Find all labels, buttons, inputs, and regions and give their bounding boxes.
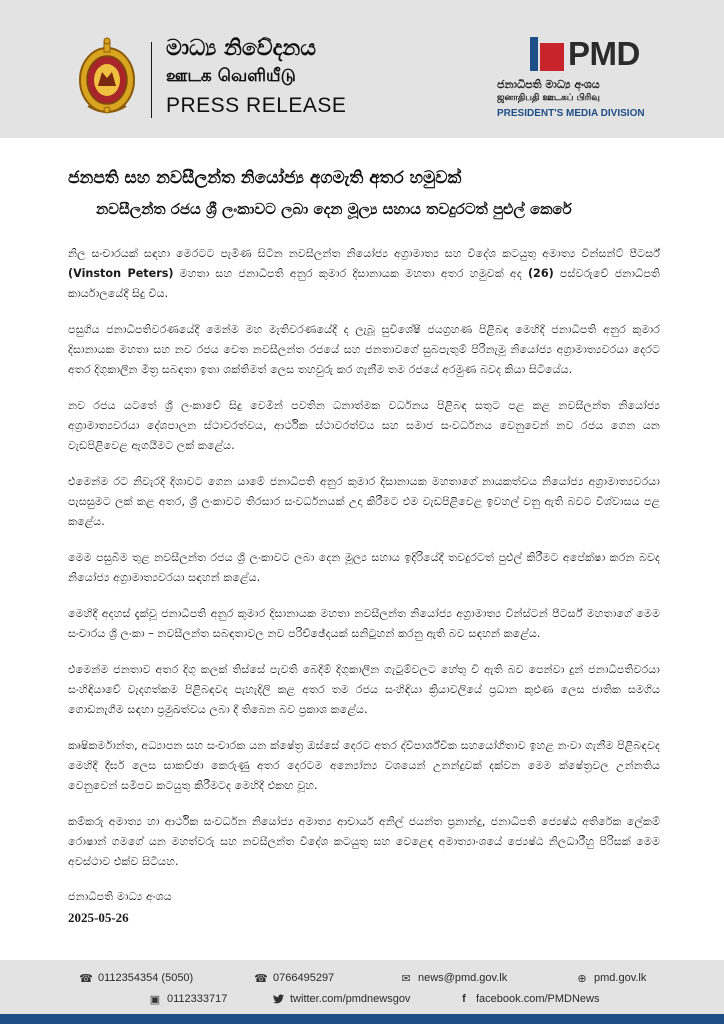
paragraph: නව රජය යටතේ ශ්‍රී ලංකාවේ සිදු වෙමින් පවතින ධනාත්මක වර්ධනය පිළිබඳ සතුට පළ කළ නවසීලන්ත නියෝජ්‍ය අග්‍රාමාත්‍යවරයා දේශපාලන ස්ථාවරත්වය, ආර්ථික ස්ථාවරත්වය සහ සමාජ සංවර්ධනය වෙනුවෙන් නව රජය ගෙන යන වැඩපිළිවෙළ ඇගයීමට ලක් කළේය. — [68, 399, 660, 452]
date-number: (26) — [527, 267, 554, 280]
phone-1-text: 0112354354 (5050) — [98, 972, 194, 984]
footer-email[interactable] — [400, 972, 507, 984]
globe-icon: ⊕ — [577, 972, 587, 985]
facebook-icon: f — [462, 993, 466, 1005]
subheadline: නවසීලන්ත රජය ශ්‍රී ලංකාවට ලබා දෙන මූල්‍ය සහාය තවදුරටත් පුළුල් කෙරේ — [96, 200, 572, 218]
press-release-body — [68, 244, 660, 926]
paragraph: එමෙන්ම රට නිවැරදි දිශාවට ගෙන යාමේ ජනාධිපති අනුර කුමාර දිසානායක මහතාගේ නායකත්වය නියෝජ්‍ය අග්‍රාමාත්‍යවරයා පැසසුමට ලක් කළ අතර, ශ්‍රී ලංකාවට තිරසාර සංවර්ධනයක් උදා කිරීමට එම වැඩපිළිවෙළ ඉවහල් වනු ඇති බවට විශ්වාසය පළ කළේය. — [68, 475, 660, 528]
twitter-text[interactable]: twitter.com/pmdnewsgov — [290, 993, 411, 1005]
fax-icon: ▣ — [149, 993, 161, 1006]
envelope-icon: ✉ — [401, 972, 411, 985]
paragraph: කෘෂිකර්මාන්ත, අධ්‍යාපන සහ සංචාරක යන ක්ෂේත්‍ර ඔස්සේ දෙරට අතර ද්විපාර්ශ්වික සහයෝගීතාව ඉහළ නංවා ගැනීම පිළිබඳවද මෙහිදී දීර්ඝ ලෙස සාකච්ඡා කෙරුණු අතර දෙරටම අන්‍යෝන්‍ය වශයෙන් උනන්දුවක් දක්වන මෙම ක්ෂේත්‍රවල උන්නතිය වෙනුවෙන් සමීපව කටයුතු කිරීමටද මෙහිදී එකඟ වූහ. — [68, 739, 660, 792]
pmd-name-sinhala: ජනාධිපති මාධ්‍ය අංශය — [497, 78, 600, 91]
footer-phone-2 — [255, 972, 334, 984]
paragraph: මෙහිදී අදහස් දැක්වූ ජනාධිපති අනුර කුමාර දිසානායක මහතා නවසීලන්ත නියෝජ්‍ය අග්‍රාමාත්‍ය වින්ස්ටන් පීටර්ස් මහතාගේ මෙම සංචාරය ශ්‍රී ලංකා – නවසීලන්ත සබඳතාවල නව පරිච්ඡේදයක් සනිටුහන් කරනු ඇති බව සඳහන් කළේය. — [68, 607, 660, 640]
fax-text: 0112333717 — [167, 993, 228, 1005]
website-text[interactable]: pmd.gov.lk — [594, 972, 647, 984]
paragraph-text: නිල සංචාරයක් සඳහා මෙරටට පැමිණ සිටින නවසීලන්ත නියෝජ්‍ය අග්‍රාමාත්‍ය සහ විදේශ කටයුතු අමාත්‍ය වින්සන්ට් පීටර්ස් — [68, 247, 660, 260]
paragraph: මෙම පසුබිම තුළ නවසීලන්ත රජය ශ්‍රී ලංකාවට ලබා දෙන මූල්‍ය සහාය ඉදිරියේදී තවදුරටත් පුළුල් කිරීමට අපේක්ෂා කරන බවද නියෝජ්‍ය අග්‍රාමාත්‍යවරයා සඳහන් කළේය. — [68, 551, 660, 584]
footer-stripe — [0, 1014, 724, 1024]
paragraph — [68, 244, 660, 304]
press-release-title-english: PRESS RELEASE — [166, 94, 347, 117]
footer-website[interactable] — [576, 972, 646, 984]
contact-footer — [0, 960, 724, 1014]
header-divider — [151, 42, 152, 118]
pmd-logo-red-block — [540, 43, 564, 71]
footer-phone-1 — [80, 972, 193, 984]
phone-2-text: 0766495297 — [273, 972, 335, 984]
phone-icon: ☎ — [79, 972, 93, 985]
pmd-logo — [530, 37, 660, 71]
pmd-name-english: PRESIDENT'S MEDIA DIVISION — [497, 108, 645, 119]
name-in-english: (Vinston Peters) — [68, 267, 174, 280]
press-release-title-sinhala: මාධ්‍ය නිවේදනය — [166, 36, 317, 61]
paragraph-text: පස්වරුවේ ජනාධිපති කාර්යාලයේදී සිදු විය. — [68, 267, 660, 300]
twitter-icon — [272, 993, 284, 1005]
pmd-logo-blue-bar — [530, 37, 538, 71]
footer-fax — [149, 993, 227, 1005]
headline: ජනපති සහ නවසීලන්ත නියෝජ්‍ය අගමැති අතර හමුවක් — [68, 168, 462, 188]
paragraph-text: මහතා සහ ජනාධිපති අනුර කුමාර දිසානායක මහතා අතර හමුවක් අද — [173, 267, 528, 280]
signoff: ජනාධිපති මාධ්‍ය අංශය — [68, 890, 172, 903]
paragraph: පසුගිය ජනාධිපතිවරණයේදී මෙන්ම මහ මැතිවරණයේදී ද ලැබූ සුවිශේෂී ජයග්‍රහණ පිළිබඳ මෙහිදී ජනාධිපති අනුර කුමාර දිසානායක මහතා සහ නව රජය වෙත නවසීලන්ත රජයේ සහ ජනතාවගේ සුබපැතුම් පිරිනැමූ නියෝජ්‍ය අග්‍රාමාත්‍යවරයා දෙරට අතර දිගුකාලීන මිත්‍ර සබඳතා ඉතා ශක්තිමත් ලෙස තහවුරු කර ගැනීම තම රජයේ අරමුණ බවද කියා සිටියේය. — [68, 323, 660, 376]
footer-facebook[interactable] — [458, 993, 600, 1005]
paragraph: එමෙන්ම ජනතාව අතර දිගු කලක් තිස්සේ පැවති බෙදීම් දිගුකාලීන ගැටුම්වලට හේතු වී ඇති බව පෙන්වා දුන් ජනාධිපතිවරයා සංහිඳියාවේ වැදගත්කම පිළිබඳවද පැහැදිලි කළ අතර තම රජය සංහිඳියා ක්‍රියාවලියේ ප්‍රධාන කුළුණ ලෙස ජාතික සමගිය ගොඩනැගීම සඳහා ප්‍රමුඛත්වය ලබා දී තිබෙන බව ප්‍රකාශ කළේය. — [68, 663, 660, 716]
email-text[interactable]: news@pmd.gov.lk — [418, 972, 508, 984]
footer-twitter[interactable] — [272, 993, 410, 1005]
press-release-title-tamil: ஊடக வெளியீடு — [166, 66, 296, 86]
facebook-text[interactable]: facebook.com/PMDNews — [476, 993, 600, 1005]
letterhead — [0, 0, 724, 138]
pmd-logo-text: PMD — [568, 35, 640, 72]
phone-icon: ☎ — [254, 972, 268, 985]
pmd-name-tamil: ஜனாதிபதி ஊடகப் பிரிவு — [497, 93, 600, 103]
paragraph: කම්කරු අමාත්‍ය හා ආර්ථික සංවර්ධන නියෝජ්‍ය අමාත්‍ය ආචාර්ය අනිල් ජයන්ත ප්‍රනාන්දු, ජනාධිපති ජ්‍යෙෂ්ඨ අතිරේක ලේකම් රොෂාන් ගමගේ යන මහත්වරු සහ නවසීලන්ත විදේශ කටයුතු සහ වෙළෙඳ අමාත්‍යාංශයේ ජ්‍යෙෂ්ඨ නිලධාරීහු පිරිසක් මෙම අවස්ථාව එක්ව සිටියහ. — [68, 815, 660, 868]
release-date: 2025-05-26 — [68, 910, 129, 925]
national-emblem-icon — [76, 36, 138, 118]
